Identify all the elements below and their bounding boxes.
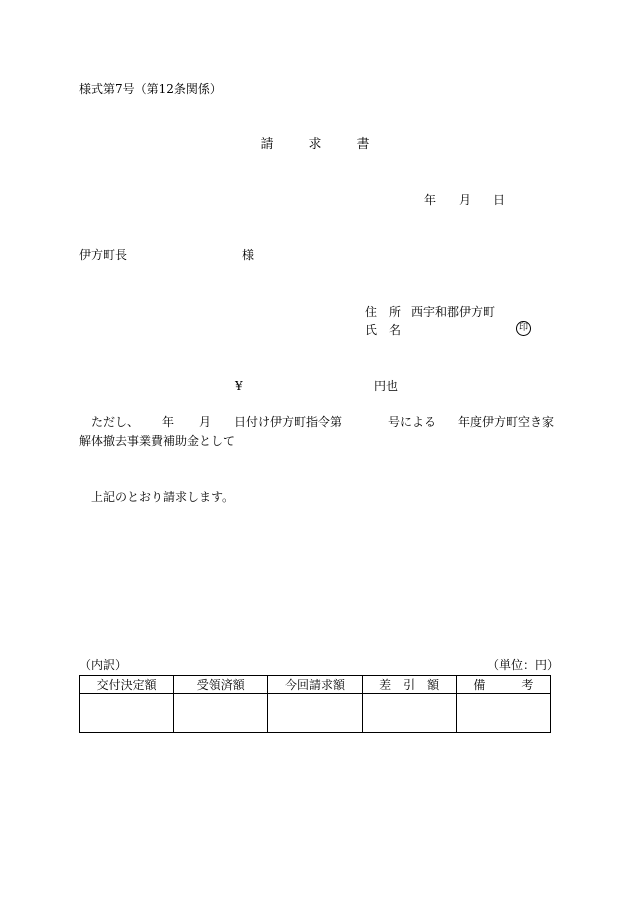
address-value: 西宇和郡伊方町: [411, 305, 496, 319]
title-char-1: 請: [260, 137, 274, 152]
column-header-granted: 交付決定額: [80, 676, 174, 694]
table-header-row: [80, 676, 551, 694]
breakdown-table: [79, 675, 551, 733]
addressee-honorific: 様: [242, 248, 255, 262]
request-statement: 上記のとおり請求します。: [91, 490, 235, 504]
column-header-received: 受領済額: [174, 676, 268, 694]
purpose-line-2: 解体撤去事業費補助金として: [79, 434, 236, 448]
purpose-program-label: 年度伊方町空き家: [458, 415, 555, 429]
cell-current-request: [268, 694, 362, 733]
column-header-remarks: 備 考: [456, 676, 550, 694]
breakdown-label: （内訳）: [79, 658, 128, 672]
form-number: 様式第7号（第12条関係）: [79, 82, 222, 96]
seal-mark: 印: [516, 321, 531, 336]
purpose-number-label: 号による: [388, 415, 437, 429]
address-label: 住 所: [365, 305, 402, 319]
currency-symbol: ¥: [235, 379, 243, 393]
title-char-3: 書: [356, 137, 370, 152]
title-char-2: 求: [308, 137, 322, 152]
purpose-intro: ただし、: [91, 415, 140, 429]
name-label: 氏 名: [365, 323, 402, 337]
table-row: [80, 694, 551, 733]
cell-granted: [80, 694, 174, 733]
column-header-difference: 差 引 額: [362, 676, 456, 694]
purpose-year-label: 年: [162, 415, 175, 429]
column-header-current-request: 今回請求額: [268, 676, 362, 694]
addressee-name: 伊方町長: [79, 248, 128, 262]
request-date: [0, 194, 630, 208]
date-day: 日: [493, 193, 506, 207]
cell-difference: [362, 694, 456, 733]
purpose-month-label: 月: [199, 415, 212, 429]
date-year: 年: [424, 193, 437, 207]
cell-remarks: [456, 694, 550, 733]
document-title: [0, 138, 630, 151]
purpose-order-label: 日付け伊方町指令第: [234, 415, 343, 429]
amount-suffix: 円也: [374, 379, 399, 393]
date-month: 月: [459, 193, 472, 207]
cell-received: [174, 694, 268, 733]
unit-label: （単位：円）: [487, 658, 560, 672]
purpose-line-1: [0, 416, 630, 430]
